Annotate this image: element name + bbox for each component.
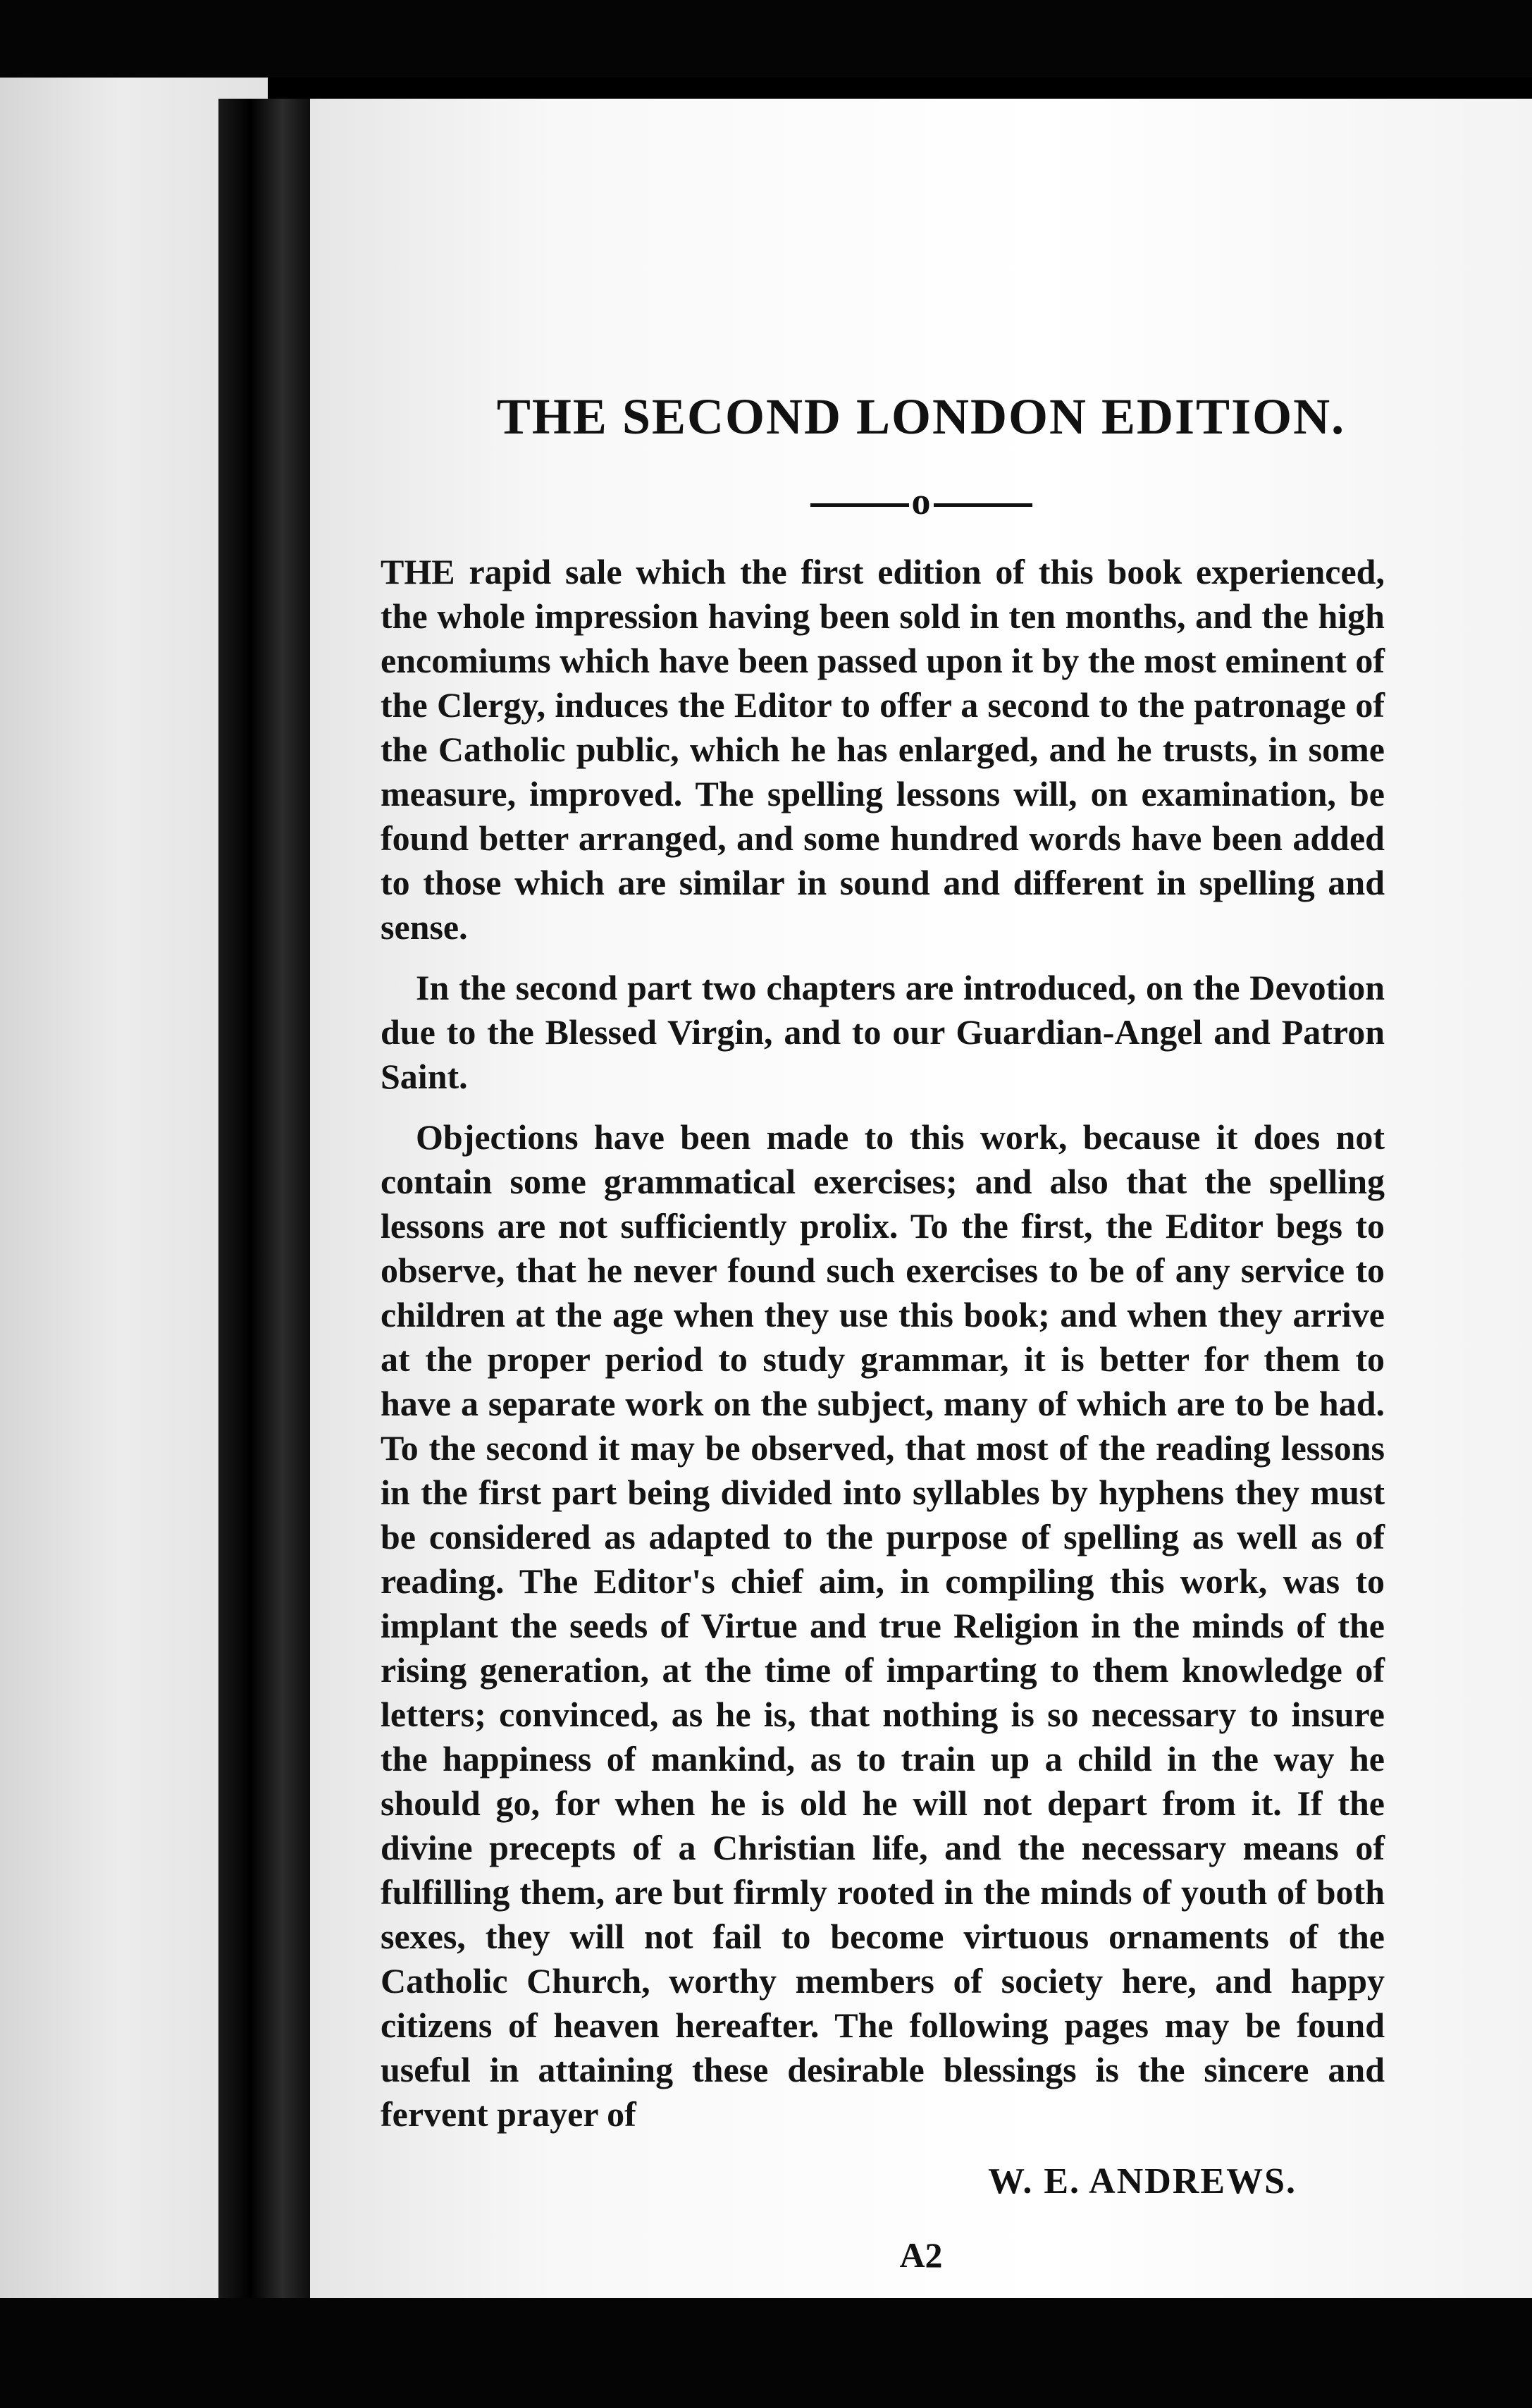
scan-border-bottom bbox=[0, 2298, 1532, 2408]
book-page bbox=[310, 99, 1532, 2298]
paragraph-1: THE rapid sale which the first edition of this book experienced, the whole impression having been sold in ten months, and the high encomiums which have been passed upon it by the most eminent of the Clergy, induces the Editor to offer a second to the patronage of the Catholic public, which he has enlarged, and he trusts, in some measure, improved. The spelling lessons will, on examination, be found better arranged, and some hundred words have been added to those which are similar in sound and different in spelling and sense. bbox=[381, 552, 1385, 947]
ornament-rule-left bbox=[810, 503, 909, 507]
signature-mark: A2 bbox=[899, 2235, 943, 2275]
author-signature: W. E. ANDREWS. bbox=[988, 2161, 1297, 2201]
paragraph-3: Objections have been made to this work, because it does not contain some grammatical exercises; and also that the spelling lessons are not sufficiently prolix. To the first, the Editor begs to observe, that he never found such exercises to be of any service to children at the age when they use this book; and when they arrive at the proper period to study grammar, it is better for them to have a separate work on the subject, many of which are to be had. To the second it may be observed, that most of the reading lessons in the first part being divided into syllables by hyphens they must be considered as adapted to the purpose of spelling as well as of reading. The Editor's chief aim, in compiling this work, was to implant the seeds of Virtue and true Religion in the minds of the rising generation, at the time of imparting to them knowledge of letters; convinced, as he is, that nothing is so necessary to insure the happiness of mankind, as to train up a child in the way he should go, for when he is old he will not depart from it. If the divine precepts of a Christian life, and the necessary means of fulfilling them, are but firmly rooted in the minds of youth of both sexes, they will not fail to become virtuous ornaments of the Catholic Church, worthy members of society here, and happy citizens of heaven hereafter. The following pages may be found useful in attaining these desirable blessings is the sincere and fervent prayer of bbox=[381, 1117, 1385, 2134]
heading-ornament bbox=[310, 479, 1532, 523]
ornament-rule-right bbox=[934, 503, 1032, 507]
paragraph-2: In the second part two chapters are introduced, on the Devotion due to the Blessed Virgin, and to our Guardian-Angel and Patron Saint. bbox=[381, 968, 1385, 1096]
page-heading: THE SECOND LONDON EDITION. bbox=[496, 388, 1346, 445]
preface-text bbox=[381, 550, 1385, 2153]
scan-border-top bbox=[0, 0, 1532, 78]
ornament-glyph: o bbox=[911, 480, 931, 522]
book-spine bbox=[218, 99, 310, 2298]
